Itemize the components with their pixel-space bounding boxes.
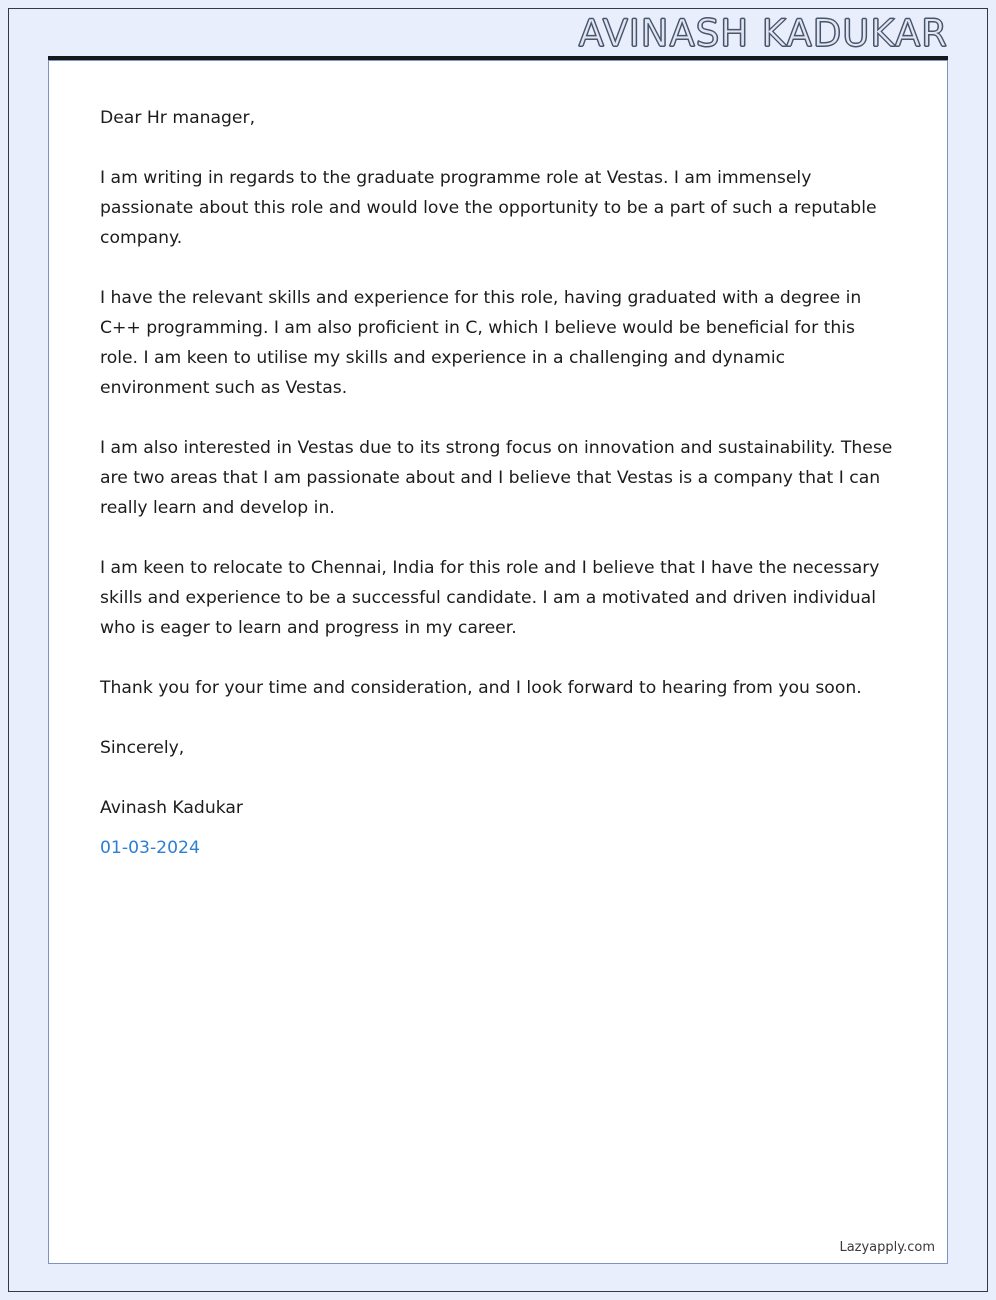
salutation: Dear Hr manager, — [100, 108, 256, 128]
applicant-name-heading: AVINASH KADUKAR — [578, 12, 948, 55]
paragraph-1: I am writing in regards to the graduate programme role at Vestas. I am immensely passionate about this role and would love the opportunity to be a part of such a reputable company. — [100, 168, 877, 248]
letter-text — [100, 103, 895, 863]
signature-name: Avinash Kadukar — [100, 798, 243, 818]
paragraph-2: I have the relevant skills and experience for this role, having graduated with a degree in C++ programming. I am also proficient in C, which I believe would be beneficial for this role. I am keen to utilise my skills and experience in a challenging and dynamic environment such as Vestas. — [100, 288, 862, 398]
paragraph-4: I am keen to relocate to Chennai, India for this role and I believe that I have the necessary skills and experience to be a successful candidate. I am a motivated and driven individual who is eager to learn and progress in my career. — [100, 558, 880, 638]
letter-date: 01-03-2024 — [100, 838, 200, 858]
letter-body-card — [48, 60, 948, 1264]
footer-brand: Lazyapply.com — [839, 1240, 935, 1255]
paragraph-5: Thank you for your time and consideration, and I look forward to hearing from you soon. — [100, 678, 862, 698]
closing: Sincerely, — [100, 738, 185, 758]
paragraph-3: I am also interested in Vestas due to its strong focus on innovation and sustainability. These are two areas that I am passionate about and I believe that Vestas is a company that I can really learn and develop in. — [100, 438, 893, 518]
letterhead — [48, 10, 948, 56]
